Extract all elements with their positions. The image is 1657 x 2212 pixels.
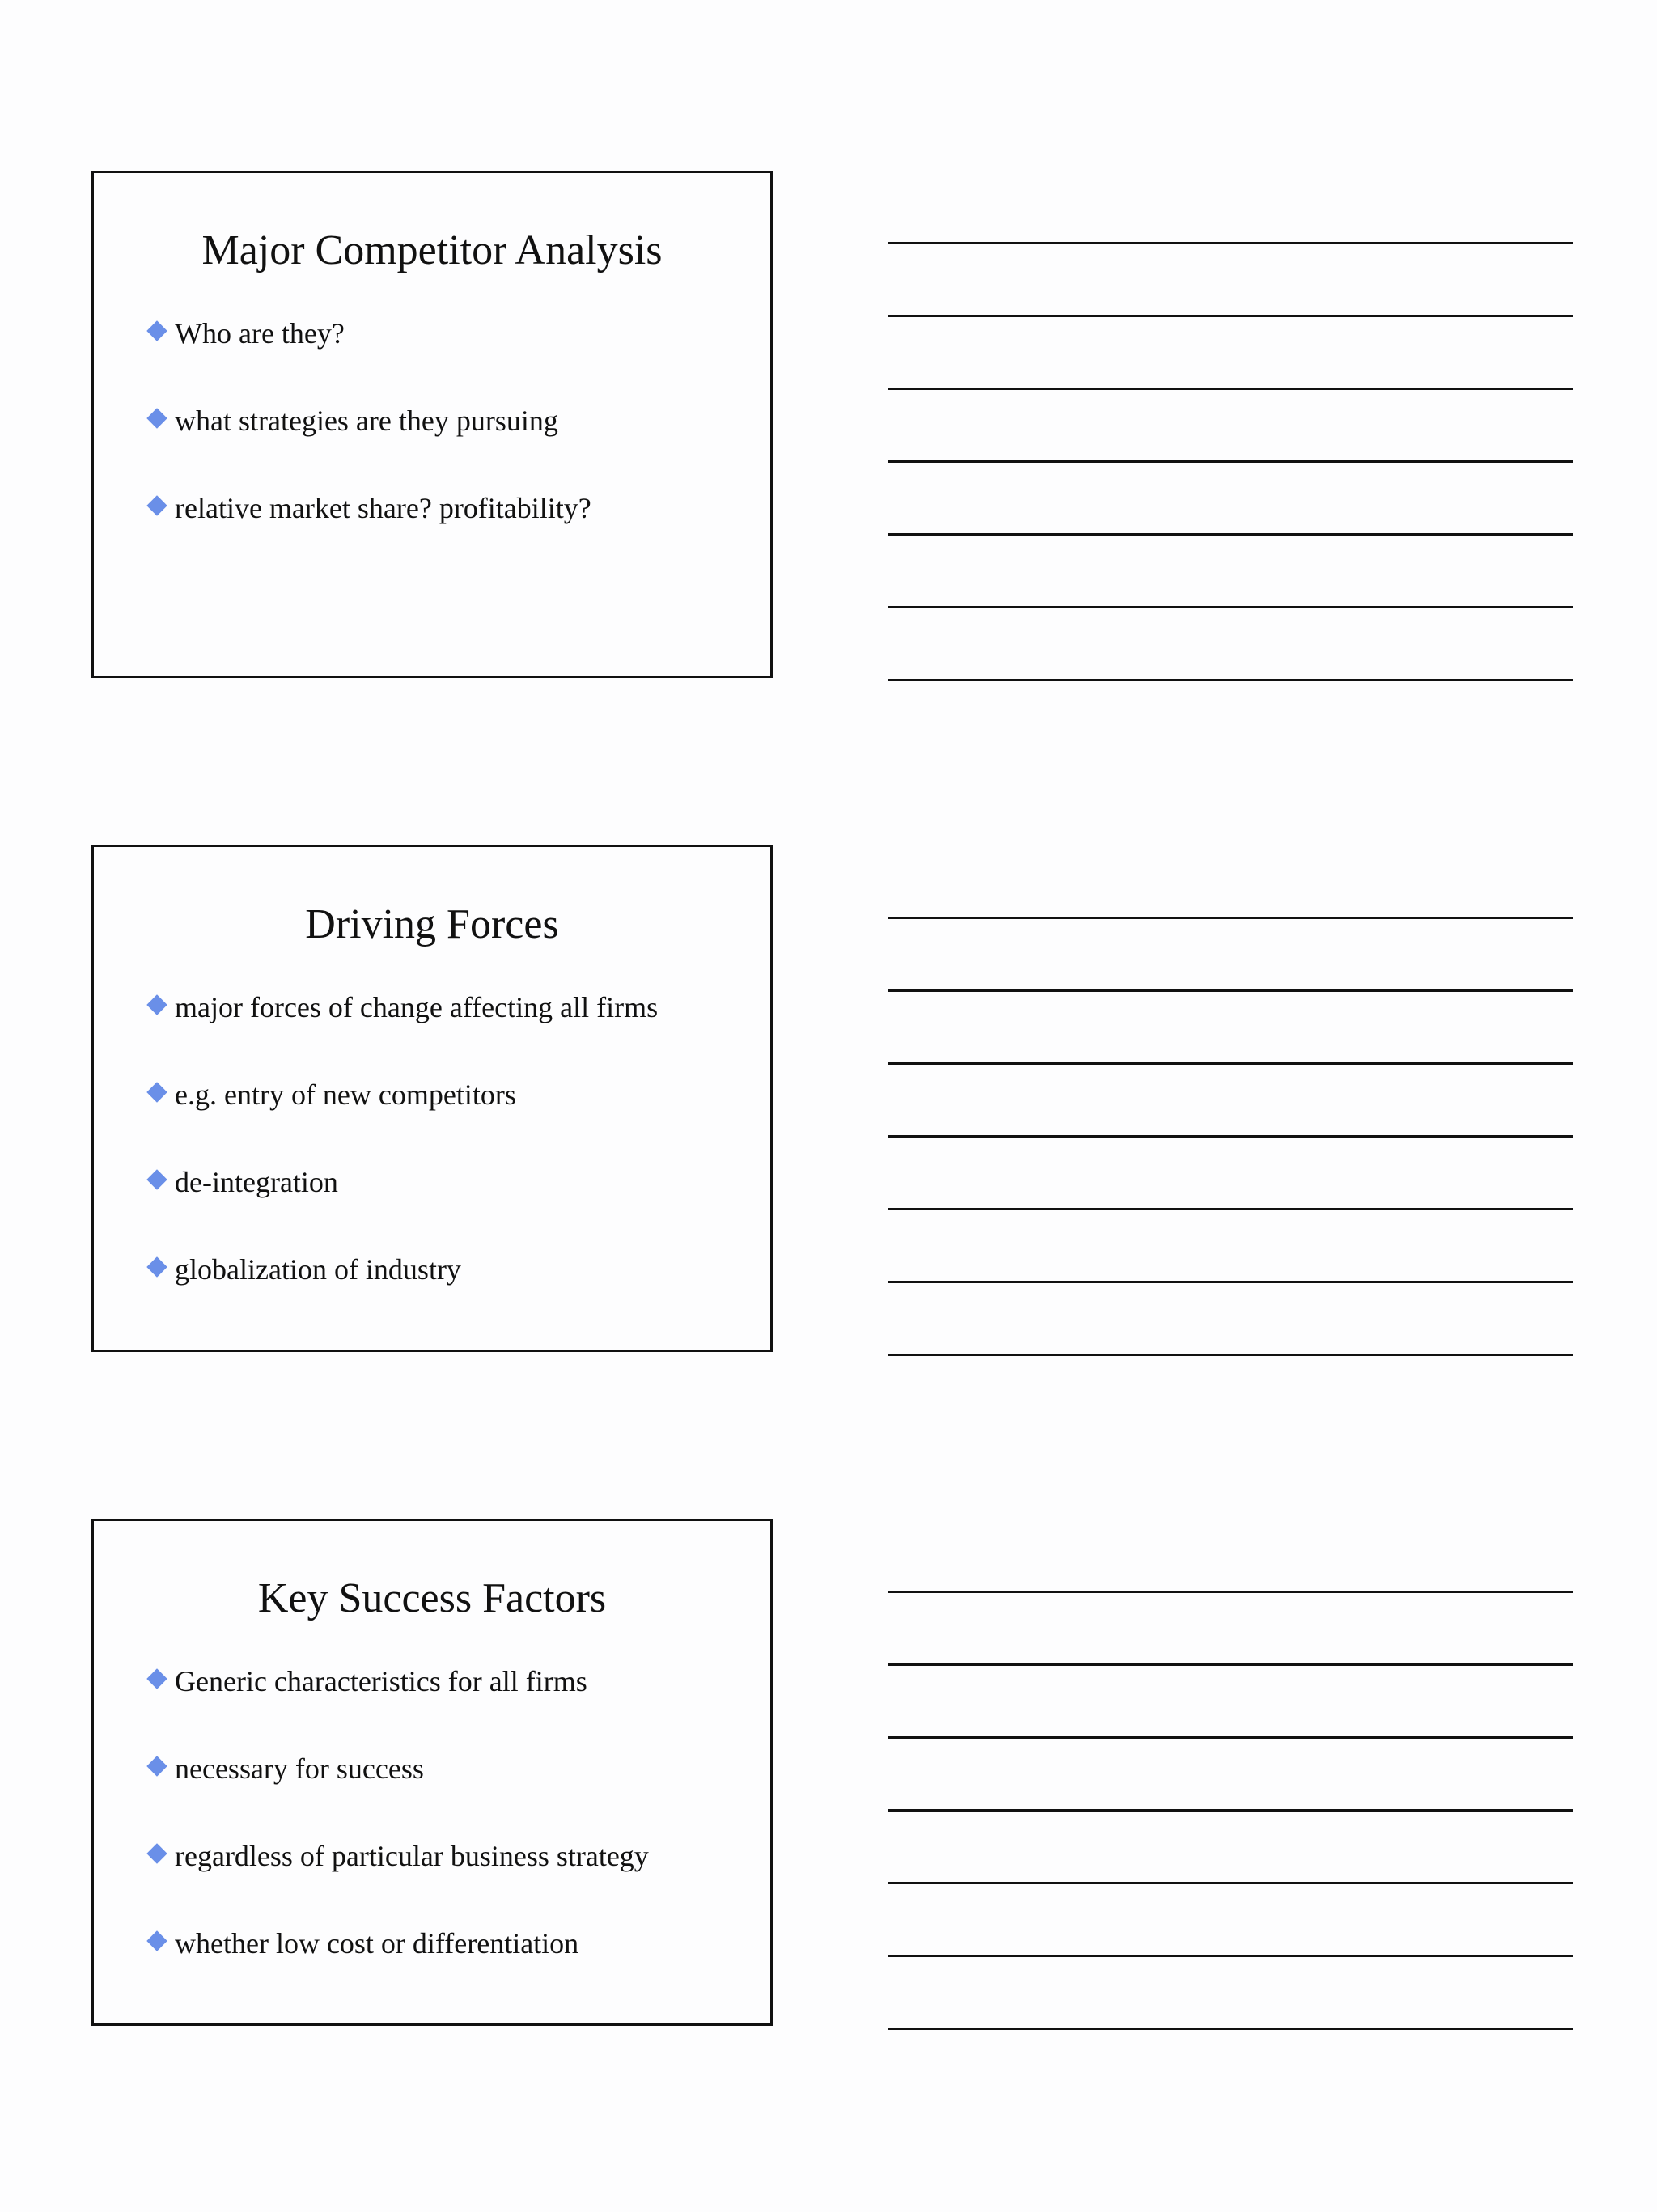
bullet-item xyxy=(149,1255,754,1342)
diamond-icon xyxy=(146,994,167,1015)
bullet-item xyxy=(149,319,754,406)
bullet-item xyxy=(149,1167,754,1255)
bullet-text: de-integration xyxy=(175,1166,338,1198)
slide-driving-forces xyxy=(91,845,773,1352)
slide-key-success-factors xyxy=(91,1519,773,2026)
note-line xyxy=(888,1663,1573,1666)
note-line xyxy=(888,989,1573,992)
note-line xyxy=(888,1062,1573,1065)
note-line xyxy=(888,1281,1573,1283)
bullet-item xyxy=(149,1667,754,1754)
note-line xyxy=(888,1354,1573,1356)
bullet-list xyxy=(149,993,754,1342)
bullet-text: e.g. entry of new competitors xyxy=(175,1078,516,1111)
slide-title: Major Competitor Analysis xyxy=(201,227,663,273)
diamond-icon xyxy=(146,495,167,515)
bullet-text: what strategies are they pursuing xyxy=(175,405,558,437)
bullet-item xyxy=(149,993,754,1080)
diamond-icon xyxy=(146,1930,167,1951)
note-line xyxy=(888,315,1573,317)
note-line xyxy=(888,679,1573,681)
bullet-text: Who are they? xyxy=(175,317,345,350)
note-line xyxy=(888,1208,1573,1210)
note-line xyxy=(888,1591,1573,1593)
diamond-icon xyxy=(146,1256,167,1277)
bullet-text: major forces of change affecting all firms xyxy=(175,991,659,1023)
note-line xyxy=(888,606,1573,608)
note-line xyxy=(888,1882,1573,1884)
notes-lines xyxy=(888,1591,1573,2100)
bullet-text: whether low cost or differentiation xyxy=(175,1927,579,1960)
note-line xyxy=(888,242,1573,244)
diamond-icon xyxy=(146,408,167,428)
bullet-text: globalization of industry xyxy=(175,1253,461,1286)
note-line xyxy=(888,2028,1573,2030)
slide-title: Driving Forces xyxy=(305,901,559,947)
diamond-icon xyxy=(146,1843,167,1863)
bullet-item xyxy=(149,1080,754,1167)
bullet-item xyxy=(149,1754,754,1841)
note-line xyxy=(888,917,1573,919)
bullet-text: regardless of particular business strategy xyxy=(175,1840,649,1872)
notes-lines xyxy=(888,917,1573,1426)
bullet-item xyxy=(149,1929,754,2016)
diamond-icon xyxy=(146,1668,167,1689)
note-line xyxy=(888,460,1573,463)
note-line xyxy=(888,1135,1573,1138)
diamond-icon xyxy=(146,320,167,341)
bullet-text: relative market share? profitability? xyxy=(175,492,591,524)
bullet-text: Generic characteristics for all firms xyxy=(175,1665,587,1697)
diamond-icon xyxy=(146,1082,167,1102)
bullet-item xyxy=(149,494,754,581)
diamond-icon xyxy=(146,1169,167,1189)
bullet-list xyxy=(149,1667,754,2016)
diamond-icon xyxy=(146,1756,167,1776)
note-line xyxy=(888,1809,1573,1812)
notes-lines xyxy=(888,242,1573,752)
slide-major-competitor-analysis xyxy=(91,171,773,678)
note-line xyxy=(888,388,1573,390)
bullet-item xyxy=(149,1841,754,1929)
note-line xyxy=(888,533,1573,536)
bullet-text: necessary for success xyxy=(175,1752,424,1785)
note-line xyxy=(888,1955,1573,1957)
note-line xyxy=(888,1736,1573,1739)
bullet-list xyxy=(149,319,754,581)
slide-title: Key Success Factors xyxy=(257,1575,607,1621)
bullet-item xyxy=(149,406,754,494)
